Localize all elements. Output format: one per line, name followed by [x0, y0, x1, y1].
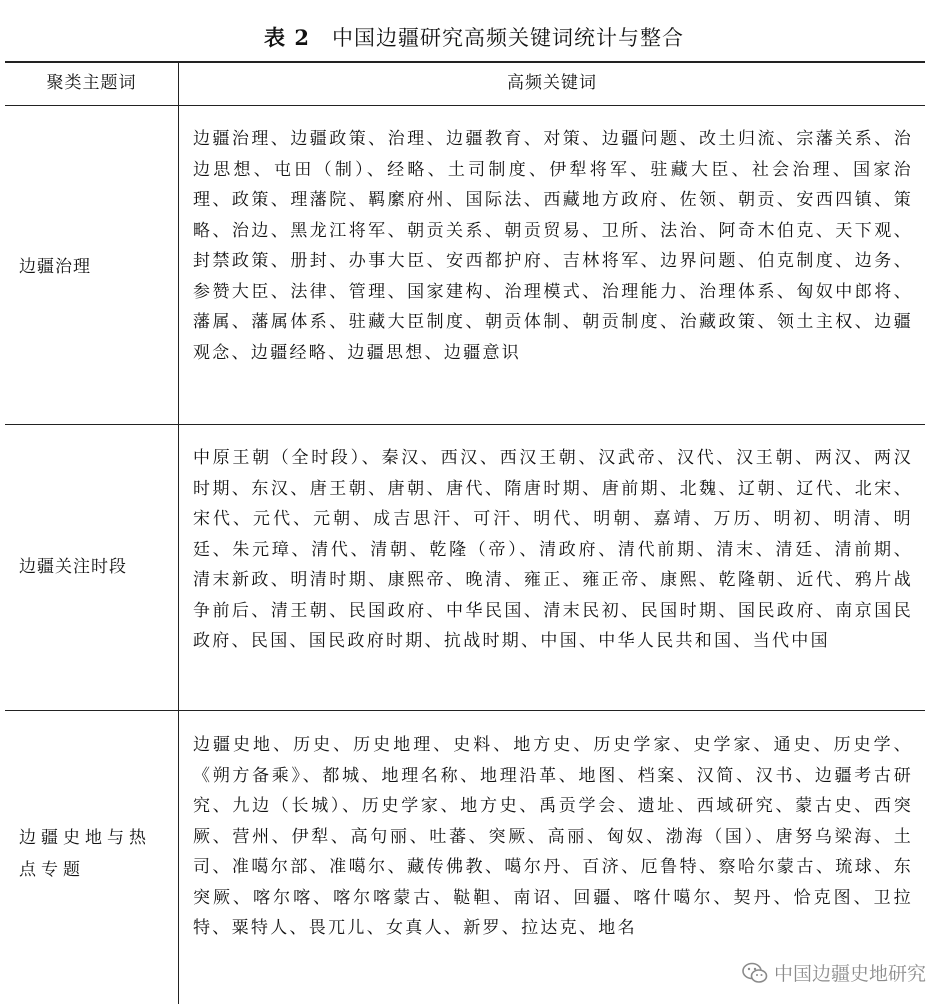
- header-topic: 聚类主题词: [46, 73, 137, 93]
- wechat-icon: [742, 962, 768, 984]
- row-divider-1: [5, 424, 925, 425]
- watermark-text: 中国边疆史地研究: [773, 963, 926, 985]
- table-caption: [0, 22, 948, 52]
- header-keywords: 高频关键词: [507, 73, 597, 93]
- watermark: [742, 959, 926, 986]
- header-bottom-rule: [5, 105, 925, 106]
- row-keywords-3: 边疆史地、历史、历史地理、史料、地方史、历史学家、史学家、通史、历史学、《朔方备乘》、都城、地理名称、地理沿革、地图、档案、汉简、汉书、边疆考古研究、九边（长城）、历史学家、地方史、禹贡学会、遗址、西域研究、蒙古史、西突厥、营州、伊犁、高句丽、吐蕃、突厥、高丽、匈奴、渤海（国）、唐努乌梁海、土司、准噶尔部、准噶尔、藏传佛教、噶尔丹、百济、厄鲁特、察哈尔蒙古、琉球、东突厥、喀尔喀、喀尔喀蒙古、鞑靼、南诏、回疆、喀什噶尔、契丹、恰克图、卫拉特、粟特人、畏兀儿、女真人、新罗、拉达克、地名: [193, 735, 913, 938]
- row-keywords-2: 中原王朝（全时段）、秦汉、西汉、西汉王朝、汉武帝、汉代、汉王朝、两汉、两汉时期、东汉、唐王朝、唐朝、唐代、隋唐时期、唐前期、北魏、辽朝、辽代、北宋、宋代、元代、元朝、成吉思汗、可汗、明代、明朝、嘉靖、万历、明初、明清、明廷、朱元璋、清代、清朝、乾隆（帝）、清政府、清代前期、清末、清廷、清前期、清末新政、明清时期、康熙帝、晚清、雍正、雍正帝、康熙、乾隆朝、近代、鸦片战争前后、清王朝、民国政府、中华民国、清末民初、民国时期、国民政府、南京国民政府、民国、国民政府时期、抗战时期、中国、中华人民共和国、当代中国: [193, 448, 913, 651]
- table-title: 中国边疆研究高频关键词统计与整合: [331, 26, 684, 50]
- column-divider: [178, 62, 179, 1004]
- table-number: 表 2: [264, 25, 310, 50]
- row-topic-1: 边疆治理: [19, 257, 91, 277]
- row-topic-3: 边疆史地与热点专题: [19, 828, 151, 880]
- row-keywords-1: 边疆治理、边疆政策、治理、边疆教育、对策、边疆问题、改土归流、宗藩关系、治边思想、屯田（制）、经略、土司制度、伊犁将军、驻藏大臣、社会治理、国家治理、政策、理藩院、羁縻府州、国际法、西藏地方政府、佐领、朝贡、安西四镇、策略、治边、黑龙江将军、朝贡关系、朝贡贸易、卫所、法治、阿奇木伯克、天下观、封禁政策、册封、办事大臣、安西都护府、吉林将军、边界问题、伯克制度、边务、参赞大臣、法律、管理、国家建构、治理模式、治理能力、治理体系、匈奴中郎将、藩属、藩属体系、驻藏大臣制度、朝贡体制、朝贡制度、治藏政策、领土主权、边疆观念、边疆经略、边疆思想、边疆意识: [193, 129, 913, 363]
- row-topic-2: 边疆关注时段: [19, 557, 127, 577]
- row-divider-2: [5, 710, 925, 711]
